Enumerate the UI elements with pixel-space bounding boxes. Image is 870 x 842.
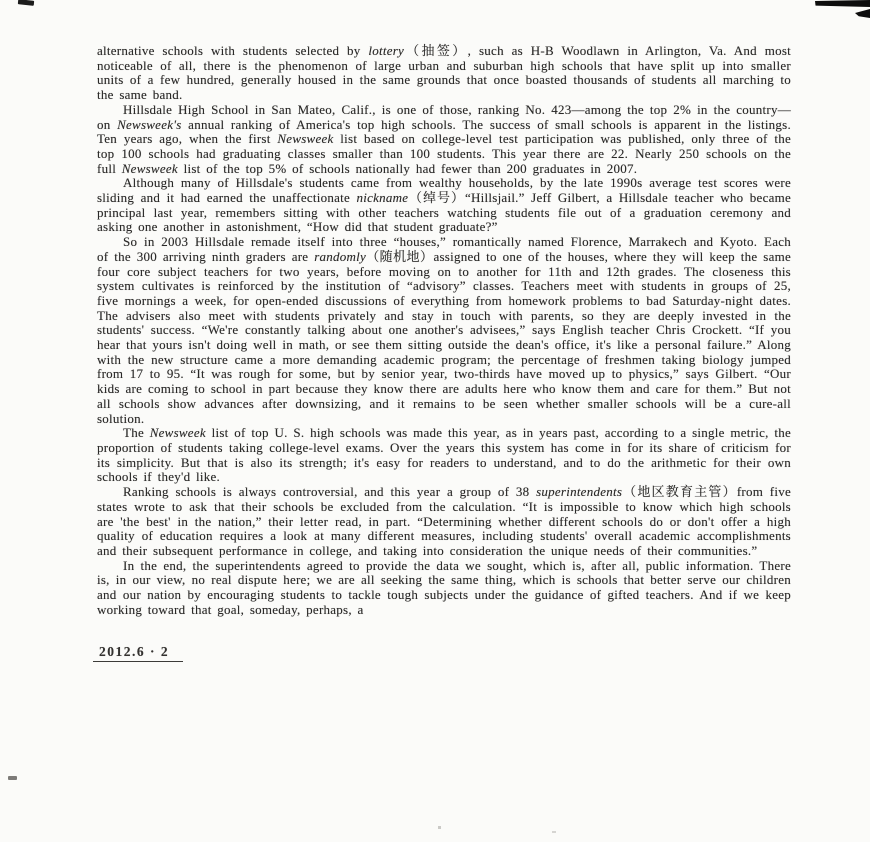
footer-page-label: 2012.6 · 2 — [93, 644, 183, 662]
page-footer — [93, 643, 791, 662]
paragraph — [97, 103, 791, 177]
paragraph — [97, 559, 791, 618]
paragraph — [97, 485, 791, 559]
paragraph — [97, 235, 791, 426]
text-run: In the end, the superintendents agreed to provide the data we sought, which is, after all, public information. There is, in our view, no real dispute here; we are all seeking the same thing, which is schools that better serve our children and our nation by encouraging students to tackle tough subjects under the guidance of gifted teachers. And if we keep working toward that goal, someday, perhaps, a — [97, 557, 791, 617]
italic-term: nickname — [356, 190, 409, 206]
italic-term: Newsweek's — [117, 116, 182, 132]
paragraph — [97, 44, 791, 103]
article-body — [97, 44, 791, 617]
italic-term: superintendents — [536, 484, 623, 500]
text-run: Although many of Hillsdale's students came from wealthy households, by the late 1990s average test scores were sliding and it had earned the unaffectionate — [97, 175, 791, 206]
text-run: list of top U. S. high schools was made this year, as in years past, according to a single metric, the proportion of students taking college-level exams. Over the years this system has come in for its share of criticism for its simplicity. But that is also its strength; it's easy for readers to understand, and to do the arithmetic for their own schools if they'd like. — [97, 425, 791, 485]
text-run: The — [123, 425, 150, 441]
scan-bar-top-right — [815, 0, 870, 7]
italic-term: randomly — [314, 248, 367, 264]
text-run: （地区教育主管）from five states wrote to ask that their schools be excluded from the calculation. “It is impossible to know which high schools are 'the best' in the nation,” their letter read, in part. “Determining whether different schools do or don't offer a high quality of education requires a look at many different measures, including students' overall academic accomplishments and their subsequent performance in college, and taking into consideration the unique needs of their communities.” — [97, 484, 792, 558]
paragraph — [97, 426, 791, 485]
italic-term: lottery — [368, 43, 405, 58]
text-run: Hillsdale High School in San Mateo, Calif., is one of those, ranking No. 423—among the top 2% in the country—on — [97, 101, 791, 132]
scanned-page — [97, 44, 791, 662]
text-run: （抽签）, such as H-B Woodlawn in Arlington, Va. And most noticeable of all, there is the phenomenon of large urban and suburban high schools that have split up into smaller units of a few hundred, generally housed in the same grounds that once boasted thousands of students all marching to the same band. — [97, 43, 791, 103]
text-run: annual ranking of America's top high schools. The success of small schools is apparent in the listings. Ten years ago, when the first — [97, 116, 791, 147]
text-run: （绰号）“Hillsjail.” Jeff Gilbert, a Hillsdale teacher who became principal last year, remembers sitting with other teachers watching students file out of a graduation ceremony and asking one another in astonishment, “How did that student graduate?” — [97, 190, 791, 235]
italic-term: Newsweek — [121, 160, 178, 176]
italic-term: Newsweek — [277, 131, 334, 147]
scan-speck — [552, 831, 556, 833]
text-run: alternative schools with students selected by — [97, 43, 369, 58]
scan-arrow-mark-top-right — [855, 9, 870, 18]
italic-term: Newsweek — [149, 425, 206, 441]
scan-speck — [438, 826, 441, 829]
text-run: （随机地）assigned to one of the houses, where they will keep the same four core subject teachers for two years, before moving on to another for 11th and 12th grades. The closeness this system cultivates is reinforced by the institution of “advisory” classes. Teachers meet with students in groups of 25, five mornings a week, for open-ended discussions of everything from homework problems to bad Saturday-night dates. The advisers also meet with students privately and stay in touch with parents, so they are deeply invested in the students' success. “We're constantly talking about one another's advisees,” says English teacher Chris Crockett. “If you hear that yours isn't doing well in math, or see them sitting outside the dean's office, it's like a personal failure.” Along with the new structure came a more demanding academic program; the percentage of freshmen taking biology jumped from 17 to 95. “It was rough for some, but by senior year, two-thirds have moved up to physics,” says Gilbert. “Our kids are coming to school in part because they know there are adults here who know them and care for them.” But not all schools show advances after downsizing, and it remains to be seen whether smaller schools will be a cure-all solution. — [97, 248, 791, 426]
paragraph — [97, 176, 791, 235]
text-run: list based on college-level test participation was published, only three of the top 100 schools had graduating classes smaller than 100 students. This year there are 22. Nearly 250 schools on the full — [97, 131, 791, 176]
scan-dash-bottom-left — [8, 776, 17, 780]
text-run: list of the top 5% of schools nationally had fewer than 200 graduates in 2007. — [177, 160, 638, 176]
text-run: Ranking schools is always controversial, and this year a group of 38 — [123, 484, 537, 500]
scan-smudge-top-left — [18, 0, 34, 6]
text-run: So in 2003 Hillsdale remade itself into three “houses,” romantically named Florence, Marrakech and Kyoto. Each of the 300 arriving ninth graders are — [97, 234, 791, 264]
